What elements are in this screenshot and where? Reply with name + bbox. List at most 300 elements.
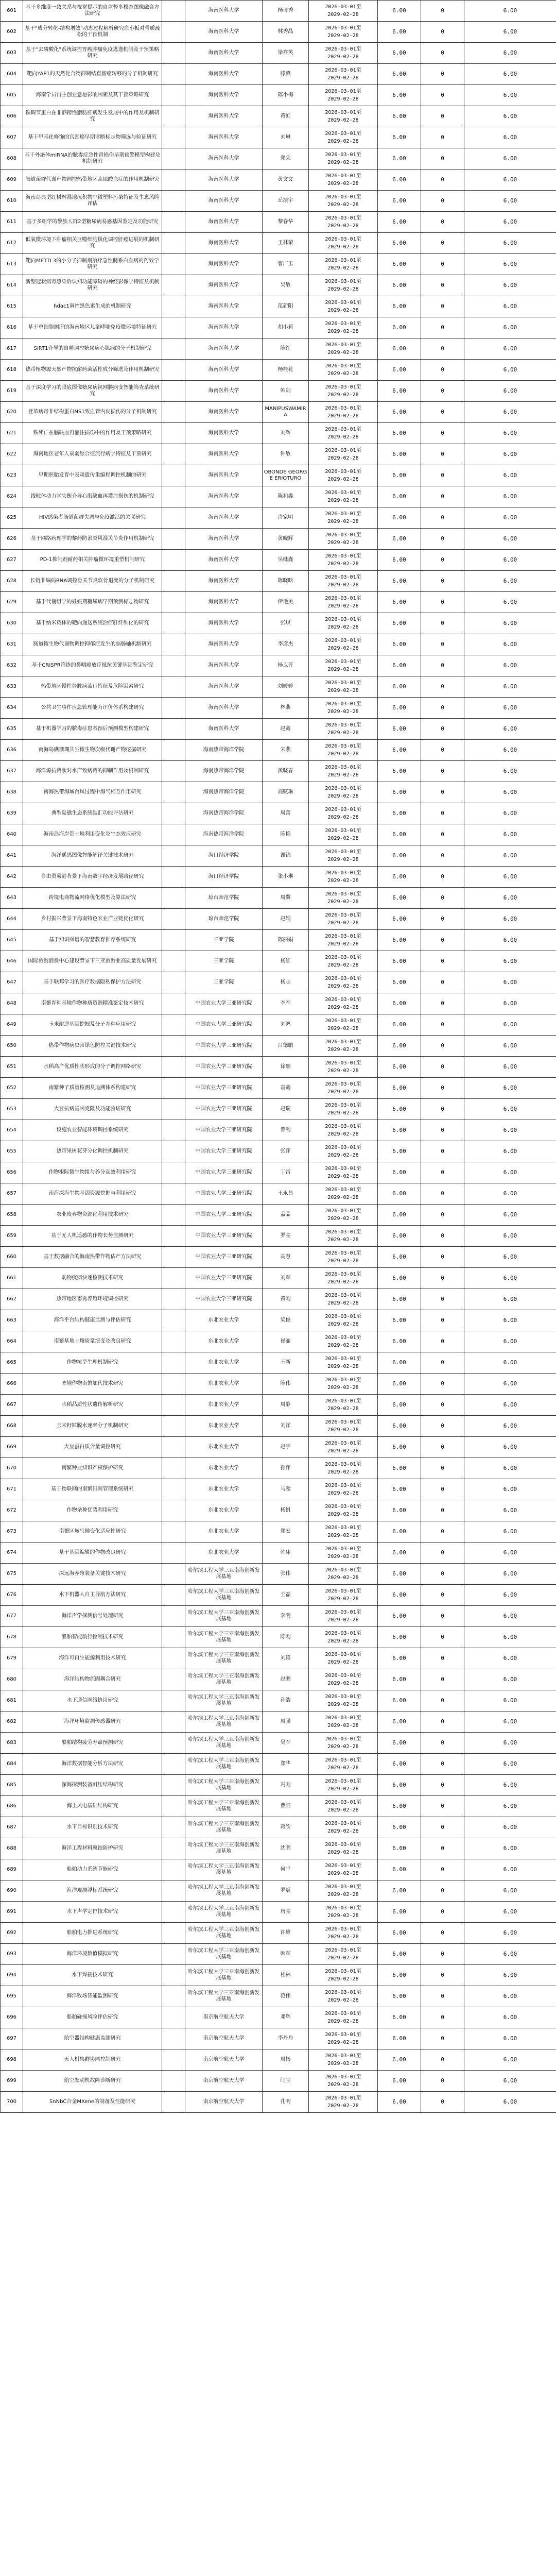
cell-project-id xyxy=(162,951,185,972)
cell-indirect: 0 xyxy=(421,1,464,22)
period-end: 2029-02-28 xyxy=(327,1216,359,1222)
period-start: 2026-03-01至 xyxy=(325,67,361,73)
cell-total: 6.00 xyxy=(464,1,556,22)
cell-number: 698 xyxy=(1,2049,23,2071)
cell-principal-investigator: 周扬 xyxy=(263,2049,309,2071)
cell-number: 654 xyxy=(1,1120,23,1141)
cell-total: 6.00 xyxy=(464,1733,556,1754)
period-end: 2029-02-28 xyxy=(327,899,359,905)
cell-period xyxy=(309,1521,378,1543)
table-row xyxy=(1,571,556,592)
cell-indirect: 0 xyxy=(421,719,464,740)
cell-project-id xyxy=(162,64,185,85)
cell-organization: 哈尔滨工程大学三亚南海创新发展基地 xyxy=(185,1817,263,1838)
period-start: 2026-03-01至 xyxy=(325,1926,361,1932)
cell-number: 694 xyxy=(1,1965,23,1986)
cell-project-id xyxy=(162,888,185,909)
period-end: 2029-02-28 xyxy=(327,962,359,968)
cell-organization: 琼台师范学院 xyxy=(185,909,263,930)
table-row xyxy=(1,1479,556,1500)
cell-project-id xyxy=(162,2071,185,2092)
cell-project-title: 水下通信网络协议研究 xyxy=(23,1690,162,1711)
cell-total: 6.00 xyxy=(464,1923,556,1944)
cell-indirect: 0 xyxy=(421,698,464,719)
cell-amount: 6.00 xyxy=(378,296,421,317)
cell-project-title: 玉米耐逆基因挖掘及分子育种应用研究 xyxy=(23,1014,162,1036)
table-row xyxy=(1,1521,556,1543)
cell-period xyxy=(309,1733,378,1754)
cell-indirect: 0 xyxy=(421,2071,464,2092)
table-row xyxy=(1,1226,556,1247)
cell-number: 608 xyxy=(1,148,23,170)
period-end: 2029-02-28 xyxy=(327,1300,359,1306)
cell-period xyxy=(309,634,378,655)
cell-project-id xyxy=(162,1859,185,1880)
cell-amount: 6.00 xyxy=(378,1859,421,1880)
cell-principal-investigator: 韩冰 xyxy=(263,1543,309,1564)
cell-principal-investigator: 郑荣 xyxy=(263,148,309,170)
cell-principal-investigator: 刘琳 xyxy=(263,127,309,148)
cell-organization: 哈尔滨工程大学三亚南海创新发展基地 xyxy=(185,1944,263,1965)
cell-total: 6.00 xyxy=(464,1162,556,1183)
period-start: 2026-03-01至 xyxy=(325,173,361,179)
period-start: 2026-03-01至 xyxy=(325,1546,361,1552)
cell-project-id xyxy=(162,1416,185,1437)
cell-project-id xyxy=(162,1310,185,1331)
period-end: 2029-02-28 xyxy=(327,540,359,546)
cell-project-title: 航空器结构健康监测研究 xyxy=(23,2028,162,2049)
cell-amount: 6.00 xyxy=(378,1986,421,2007)
cell-principal-investigator: 刘辉 xyxy=(263,423,309,444)
period-end: 2029-02-28 xyxy=(327,709,359,715)
table-row xyxy=(1,64,556,85)
cell-amount: 6.00 xyxy=(378,972,421,993)
period-end: 2029-02-28 xyxy=(327,1068,359,1074)
cell-project-title: 南海深海生物基因资源挖掘与利用研究 xyxy=(23,1183,162,1205)
cell-principal-investigator: 高慧 xyxy=(263,1247,309,1268)
cell-indirect: 0 xyxy=(421,1331,464,1352)
cell-project-title: 基于外泌体miRNA的脓毒症急性肾损伤早期预警模型构建及机制研究 xyxy=(23,148,162,170)
cell-total: 6.00 xyxy=(464,1268,556,1289)
cell-number: 625 xyxy=(1,507,23,529)
cell-indirect: 0 xyxy=(421,1606,464,1627)
period-end: 2029-02-28 xyxy=(327,1174,359,1179)
cell-principal-investigator: 丘振宇 xyxy=(263,191,309,212)
cell-project-title: 水下声学定位技术研究 xyxy=(23,1902,162,1923)
cell-total: 6.00 xyxy=(464,930,556,951)
period-start: 2026-03-01至 xyxy=(325,1145,361,1150)
cell-indirect: 0 xyxy=(421,1500,464,1521)
table-row xyxy=(1,972,556,993)
period-start: 2026-03-01至 xyxy=(325,1778,361,1784)
period-start: 2026-03-01至 xyxy=(325,1335,361,1341)
cell-principal-investigator: 周静 xyxy=(263,1395,309,1416)
cell-number: 636 xyxy=(1,740,23,761)
cell-principal-investigator: 罗斌 xyxy=(263,1880,309,1902)
cell-number: 627 xyxy=(1,550,23,571)
cell-total: 6.00 xyxy=(464,1205,556,1226)
period-end: 2029-02-28 xyxy=(327,2103,359,2109)
cell-total: 6.00 xyxy=(464,465,556,486)
cell-project-id xyxy=(162,1775,185,1796)
cell-principal-investigator: 李明 xyxy=(263,1606,309,1627)
cell-period xyxy=(309,22,378,43)
table-row xyxy=(1,1120,556,1141)
cell-organization: 中国农业大学三亚研究院 xyxy=(185,1289,263,1310)
cell-total: 6.00 xyxy=(464,1014,556,1036)
cell-period xyxy=(309,845,378,867)
cell-number: 689 xyxy=(1,1859,23,1880)
cell-principal-investigator: 赵鹏 xyxy=(263,1669,309,1690)
cell-period xyxy=(309,1331,378,1352)
cell-project-id xyxy=(162,1606,185,1627)
cell-number: 690 xyxy=(1,1880,23,1902)
cell-period xyxy=(309,465,378,486)
cell-total: 6.00 xyxy=(464,888,556,909)
cell-indirect: 0 xyxy=(421,212,464,233)
cell-number: 602 xyxy=(1,22,23,43)
table-row xyxy=(1,1923,556,1944)
cell-total: 6.00 xyxy=(464,993,556,1014)
cell-project-title: 水下机器人自主导航方法研究 xyxy=(23,1585,162,1606)
cell-project-title: 热带果树花芽分化调控机制研究 xyxy=(23,1141,162,1162)
cell-project-title: 船舶动力系统节能研究 xyxy=(23,1859,162,1880)
cell-number: 606 xyxy=(1,106,23,127)
cell-principal-investigator: 孙浩 xyxy=(263,1690,309,1711)
period-end: 2029-02-28 xyxy=(327,878,359,884)
period-start: 2026-03-01至 xyxy=(325,1652,361,1657)
period-start: 2026-03-01至 xyxy=(325,743,361,749)
table-row xyxy=(1,698,556,719)
cell-project-title: 热带地区慢性肾脏病流行特征及危险因素研究 xyxy=(23,676,162,698)
period-end: 2029-02-28 xyxy=(327,1892,359,1897)
cell-organization: 海南医科大学 xyxy=(185,360,263,381)
table-row xyxy=(1,1733,556,1754)
period-start: 2026-03-01至 xyxy=(325,342,361,348)
table-row xyxy=(1,360,556,381)
cell-organization: 海南医科大学 xyxy=(185,275,263,296)
period-start: 2026-03-01至 xyxy=(325,1377,361,1383)
cell-amount: 6.00 xyxy=(378,1564,421,1585)
cell-project-id xyxy=(162,423,185,444)
cell-number: 607 xyxy=(1,127,23,148)
cell-principal-investigator: 杨志 xyxy=(263,972,309,993)
cell-period xyxy=(309,2007,378,2028)
cell-project-id xyxy=(162,592,185,613)
cell-organization: 海南医科大学 xyxy=(185,486,263,507)
period-start: 2026-03-01至 xyxy=(325,1800,361,1805)
cell-indirect: 0 xyxy=(421,1564,464,1585)
cell-project-title: 深海探测装备耐压结构研究 xyxy=(23,1775,162,1796)
cell-principal-investigator: 宋燕 xyxy=(263,740,309,761)
period-start: 2026-03-01至 xyxy=(325,152,361,158)
cell-project-id xyxy=(162,613,185,634)
cell-indirect: 0 xyxy=(421,402,464,423)
period-start: 2026-03-01至 xyxy=(325,321,361,327)
cell-project-id xyxy=(162,170,185,191)
cell-total: 6.00 xyxy=(464,1648,556,1669)
cell-amount: 6.00 xyxy=(378,22,421,43)
cell-indirect: 0 xyxy=(421,993,464,1014)
cell-project-id xyxy=(162,571,185,592)
cell-organization: 东北农业大学 xyxy=(185,1458,263,1479)
cell-total: 6.00 xyxy=(464,1986,556,2007)
cell-number: 640 xyxy=(1,824,23,845)
cell-number: 665 xyxy=(1,1352,23,1374)
cell-period xyxy=(309,1352,378,1374)
cell-total: 6.00 xyxy=(464,254,556,275)
cell-project-title: 热带作物病虫害绿色防控关键技术研究 xyxy=(23,1036,162,1057)
table-row xyxy=(1,1564,556,1585)
cell-project-title: 跨境电商物流网络优化模型及算法研究 xyxy=(23,888,162,909)
cell-period xyxy=(309,1036,378,1057)
cell-principal-investigator: 赵瑞 xyxy=(263,1099,309,1120)
cell-indirect: 0 xyxy=(421,444,464,465)
table-row xyxy=(1,1437,556,1458)
period-start: 2026-03-01至 xyxy=(325,765,361,770)
table-row xyxy=(1,1395,556,1416)
cell-total: 6.00 xyxy=(464,191,556,212)
period-end: 2029-02-28 xyxy=(327,1469,359,1475)
cell-principal-investigator: 王永昌 xyxy=(263,1183,309,1205)
cell-total: 6.00 xyxy=(464,64,556,85)
cell-period xyxy=(309,1458,378,1479)
cell-organization: 海南医科大学 xyxy=(185,127,263,148)
cell-organization: 哈尔滨工程大学三亚南海创新发展基地 xyxy=(185,1923,263,1944)
cell-principal-investigator: 杨桂花 xyxy=(263,360,309,381)
cell-organization: 海南医科大学 xyxy=(185,254,263,275)
cell-organization: 东北农业大学 xyxy=(185,1500,263,1521)
table-row xyxy=(1,1690,556,1711)
cell-period xyxy=(309,1817,378,1838)
cell-number: 628 xyxy=(1,571,23,592)
table-row xyxy=(1,486,556,507)
cell-number: 635 xyxy=(1,719,23,740)
cell-organization: 三亚学院 xyxy=(185,972,263,993)
cell-number: 649 xyxy=(1,1014,23,1036)
cell-project-title: 登革病毒非结构蛋白NS1致血管内皮损伤的分子机制研究 xyxy=(23,402,162,423)
cell-indirect: 0 xyxy=(421,1986,464,2007)
table-row xyxy=(1,423,556,444)
cell-amount: 6.00 xyxy=(378,1585,421,1606)
cell-total: 6.00 xyxy=(464,1141,556,1162)
cell-project-title: 基于物联网的南繁田间管理系统研究 xyxy=(23,1479,162,1500)
cell-organization: 海南热带海洋学院 xyxy=(185,740,263,761)
cell-project-title: 海洋可再生能源利用技术研究 xyxy=(23,1648,162,1669)
cell-number: 616 xyxy=(1,317,23,338)
cell-period xyxy=(309,1585,378,1606)
cell-number: 668 xyxy=(1,1416,23,1437)
cell-project-id xyxy=(162,1141,185,1162)
cell-period xyxy=(309,1859,378,1880)
cell-number: 647 xyxy=(1,972,23,993)
cell-amount: 6.00 xyxy=(378,1289,421,1310)
cell-project-id xyxy=(162,381,185,402)
cell-period xyxy=(309,2092,378,2113)
cell-project-id xyxy=(162,867,185,888)
cell-principal-investigator: 曾利 xyxy=(263,1120,309,1141)
period-end: 2029-02-28 xyxy=(327,117,359,123)
cell-organization: 中国农业大学三亚研究院 xyxy=(185,1036,263,1057)
cell-organization: 海南医科大学 xyxy=(185,317,263,338)
cell-total: 6.00 xyxy=(464,2092,556,2113)
cell-number: 669 xyxy=(1,1437,23,1458)
cell-number: 658 xyxy=(1,1205,23,1226)
table-row xyxy=(1,676,556,698)
cell-amount: 6.00 xyxy=(378,1395,421,1416)
cell-indirect: 0 xyxy=(421,254,464,275)
cell-period xyxy=(309,571,378,592)
cell-amount: 6.00 xyxy=(378,1500,421,1521)
cell-amount: 6.00 xyxy=(378,423,421,444)
cell-project-id xyxy=(162,1500,185,1521)
cell-number: 660 xyxy=(1,1247,23,1268)
cell-organization: 海南医科大学 xyxy=(185,550,263,571)
table-row xyxy=(1,550,556,571)
cell-number: 613 xyxy=(1,254,23,275)
cell-indirect: 0 xyxy=(421,1141,464,1162)
table-row xyxy=(1,1458,556,1479)
cell-principal-investigator: 陈小梅 xyxy=(263,85,309,106)
cell-organization: 中国农业大学三亚研究院 xyxy=(185,1078,263,1099)
cell-period xyxy=(309,1944,378,1965)
cell-period xyxy=(309,803,378,824)
period-end: 2029-02-28 xyxy=(327,1659,359,1665)
cell-project-id xyxy=(162,1162,185,1183)
cell-amount: 6.00 xyxy=(378,1014,421,1036)
table-row xyxy=(1,1606,556,1627)
cell-amount: 6.00 xyxy=(378,275,421,296)
table-row xyxy=(1,191,556,212)
cell-number: 680 xyxy=(1,1669,23,1690)
cell-project-id xyxy=(162,1226,185,1247)
cell-organization: 琼台师范学院 xyxy=(185,888,263,909)
cell-total: 6.00 xyxy=(464,1331,556,1352)
cell-principal-investigator: 刘鸿 xyxy=(263,1014,309,1036)
cell-project-id xyxy=(162,1817,185,1838)
cell-project-title: 海洋数据智能分析方法研究 xyxy=(23,1754,162,1775)
cell-number: 624 xyxy=(1,486,23,507)
table-row xyxy=(1,465,556,486)
cell-amount: 6.00 xyxy=(378,360,421,381)
cell-amount: 6.00 xyxy=(378,507,421,529)
cell-organization: 南京航空航天大学 xyxy=(185,2028,263,2049)
cell-amount: 6.00 xyxy=(378,1627,421,1648)
cell-principal-investigator: 邓辉 xyxy=(263,2007,309,2028)
cell-project-title: 海洋结构物流固耦合研究 xyxy=(23,1669,162,1690)
cell-principal-investigator: 杨帆 xyxy=(263,1500,309,1521)
cell-amount: 6.00 xyxy=(378,824,421,845)
cell-total: 6.00 xyxy=(464,360,556,381)
cell-principal-investigator: 梁祥英 xyxy=(263,43,309,64)
cell-principal-investigator: 李军 xyxy=(263,993,309,1014)
cell-principal-investigator: 黄晓春 xyxy=(263,761,309,782)
table-row xyxy=(1,22,556,43)
cell-period xyxy=(309,2028,378,2049)
cell-organization: 海南医科大学 xyxy=(185,613,263,634)
cell-number: 632 xyxy=(1,655,23,676)
cell-amount: 6.00 xyxy=(378,1880,421,1902)
cell-project-title: 靶向YAP1的天然化合物抑制结直肠癌转移的分子机制研究 xyxy=(23,64,162,85)
cell-total: 6.00 xyxy=(464,43,556,64)
period-end: 2029-02-28 xyxy=(327,1702,359,1707)
cell-period xyxy=(309,676,378,698)
cell-amount: 6.00 xyxy=(378,1374,421,1395)
cell-principal-investigator: 韩剑 xyxy=(263,381,309,402)
cell-project-title: 基于"去磷酸化"系统调控胃癌肿瘤免疫逃逸机制及干预策略研究 xyxy=(23,43,162,64)
table-row xyxy=(1,1014,556,1036)
cell-organization: 南京航空航天大学 xyxy=(185,2092,263,2113)
cell-amount: 6.00 xyxy=(378,1606,421,1627)
period-start: 2026-03-01至 xyxy=(325,427,361,432)
cell-principal-investigator: 冯刚 xyxy=(263,1775,309,1796)
cell-indirect: 0 xyxy=(421,1458,464,1479)
table-row xyxy=(1,1141,556,1162)
cell-number: 620 xyxy=(1,402,23,423)
cell-project-title: 海洋环境监测传感器研究 xyxy=(23,1711,162,1733)
cell-period xyxy=(309,212,378,233)
period-start: 2026-03-01至 xyxy=(325,2074,361,2080)
cell-indirect: 0 xyxy=(421,465,464,486)
cell-total: 6.00 xyxy=(464,1627,556,1648)
table-row xyxy=(1,2049,556,2071)
cell-amount: 6.00 xyxy=(378,1711,421,1733)
table-row xyxy=(1,1078,556,1099)
cell-indirect: 0 xyxy=(421,1733,464,1754)
cell-organization: 海南医科大学 xyxy=(185,191,263,212)
cell-indirect: 0 xyxy=(421,1880,464,1902)
cell-number: 657 xyxy=(1,1183,23,1205)
cell-amount: 6.00 xyxy=(378,1775,421,1796)
cell-period xyxy=(309,1,378,22)
table-row xyxy=(1,761,556,782)
table-row xyxy=(1,1331,556,1352)
period-start: 2026-03-01至 xyxy=(325,1736,361,1742)
period-start: 2026-03-01至 xyxy=(325,89,361,94)
period-end: 2029-02-28 xyxy=(327,984,359,989)
cell-organization: 中国农业大学三亚研究院 xyxy=(185,1268,263,1289)
cell-organization: 中国农业大学三亚研究院 xyxy=(185,1141,263,1162)
cell-project-title: 靶向METTL3的小分子抑制剂治疗急性髓系白血病的药效学研究 xyxy=(23,254,162,275)
period-end: 2029-02-28 xyxy=(327,772,359,778)
cell-organization: 海南医科大学 xyxy=(185,1,263,22)
period-end: 2029-02-28 xyxy=(327,1131,359,1137)
cell-project-id xyxy=(162,465,185,486)
cell-amount: 6.00 xyxy=(378,1923,421,1944)
cell-project-id xyxy=(162,1057,185,1078)
cell-indirect: 0 xyxy=(421,338,464,360)
cell-project-id xyxy=(162,1247,185,1268)
cell-total: 6.00 xyxy=(464,1036,556,1057)
cell-amount: 6.00 xyxy=(378,1099,421,1120)
table-row xyxy=(1,824,556,845)
cell-project-title: 海洋环境数值模拟研究 xyxy=(23,1944,162,1965)
cell-period xyxy=(309,1500,378,1521)
cell-number: 651 xyxy=(1,1057,23,1078)
period-start: 2026-03-01至 xyxy=(325,1250,361,1256)
period-start: 2026-03-01至 xyxy=(325,1124,361,1129)
cell-principal-investigator: 陈丽娟 xyxy=(263,930,309,951)
period-start: 2026-03-01至 xyxy=(325,1969,361,1974)
cell-period xyxy=(309,1078,378,1099)
cell-amount: 6.00 xyxy=(378,402,421,423)
cell-organization: 哈尔滨工程大学三亚南海创新发展基地 xyxy=(185,1838,263,1859)
table-row xyxy=(1,1859,556,1880)
cell-organization: 海南热带海洋学院 xyxy=(185,824,263,845)
table-row xyxy=(1,1205,556,1226)
table-row xyxy=(1,592,556,613)
period-start: 2026-03-01至 xyxy=(325,2095,361,2101)
